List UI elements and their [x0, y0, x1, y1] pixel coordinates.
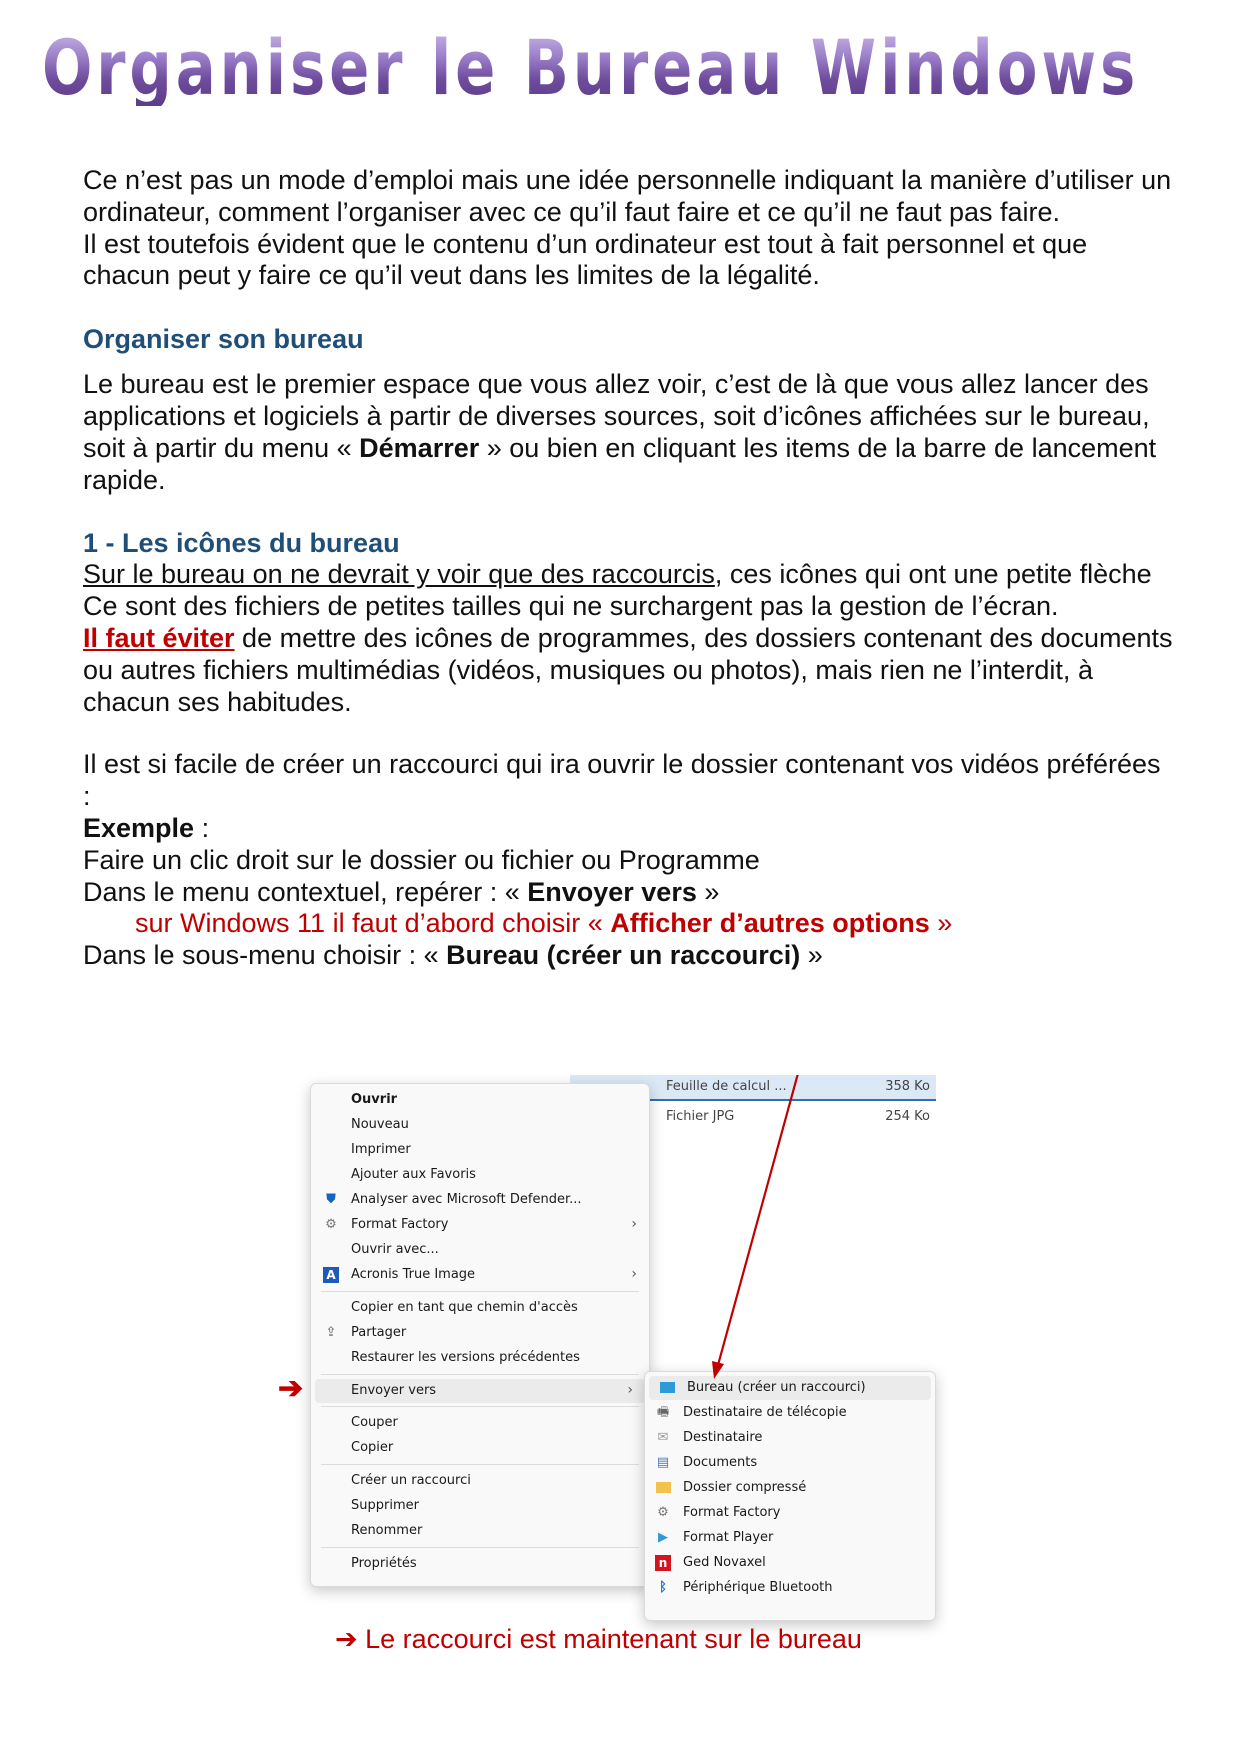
step-choose-desktop: [83, 940, 1173, 972]
document-icon: ▤: [656, 1455, 670, 1470]
menu-item-label: Créer un raccourci: [351, 1473, 471, 1488]
fax-icon: 🖷: [656, 1405, 670, 1420]
shortcut-rule: [83, 559, 1173, 591]
file-type: Fichier JPG: [666, 1109, 735, 1124]
share-icon: ⇪: [325, 1325, 337, 1340]
menu-item-label: Propriétés: [351, 1556, 417, 1571]
submenu-item-label: Destinataire: [683, 1430, 763, 1445]
menu-item-label: Imprimer: [351, 1142, 411, 1157]
context-menu-screenshot: [278, 1075, 940, 1620]
menu-item-label: Copier en tant que chemin d'accès: [351, 1300, 578, 1315]
small-files-note: Ce sont des fichiers de petites tailles qui ne surchargent pas la gestion de l’écran.: [83, 591, 1059, 622]
chevron-right-icon: ›: [631, 1266, 637, 1282]
submenu-item-label: Destinataire de télécopie: [683, 1405, 847, 1420]
file-size: 254 Ko: [885, 1109, 930, 1124]
step-choose-b: »: [800, 940, 823, 971]
submenu-item-label: Dossier compressé: [683, 1480, 807, 1495]
chevron-right-icon: ›: [627, 1382, 633, 1398]
envoyer-vers-label: Envoyer vers: [527, 876, 697, 907]
example-line: [83, 813, 1173, 845]
submenu-item-label: Documents: [683, 1455, 758, 1470]
section1-text-b: » ou bien en cliquant les items de la barre de lancement rapide.: [83, 432, 1157, 495]
menu-item-label: Acronis True Image: [351, 1267, 476, 1282]
step-send-to-b: »: [696, 876, 720, 907]
menu-item-label: Ouvrir avec...: [351, 1242, 439, 1257]
shortcut-rule-rest: , ces icônes qui ont une petite flèche: [714, 559, 1152, 590]
submenu-item-label: Format Factory: [683, 1505, 781, 1520]
menu-item-label: Analyser avec Microsoft Defender...: [351, 1192, 582, 1207]
caption-arrow-icon: ➔: [335, 1624, 358, 1654]
menu-item-label: Ajouter aux Favoris: [351, 1167, 476, 1182]
example-label: Exemple: [83, 812, 195, 843]
windows11-text-a: sur Windows 11 il faut d’abord choisir «: [135, 908, 611, 939]
annotation-arrow: [300, 1075, 940, 1620]
section-heading-organiser: Organiser son bureau: [83, 324, 364, 355]
windows11-note: [83, 908, 1173, 940]
player-icon: ▶: [658, 1530, 668, 1545]
example-colon: :: [194, 812, 210, 843]
shortcut-intro: Il est si facile de créer un raccourci qui ira ouvrir le dossier contenant vos vidéos préférées :: [83, 749, 1161, 812]
section-heading-icones: 1 - Les icônes du bureau: [83, 528, 400, 559]
caption: [335, 1623, 862, 1655]
caption-text: Le raccourci est maintenant sur le bureau: [357, 1624, 862, 1654]
menu-item-label: Restaurer les versions précédentes: [351, 1350, 580, 1365]
format-factory-icon: ⚙: [325, 1217, 337, 1232]
demarrer-label: Démarrer: [359, 432, 480, 463]
submenu-item-label: Format Player: [683, 1530, 774, 1545]
section1-paragraph: [83, 369, 1173, 496]
menu-item-label: Format Factory: [351, 1217, 449, 1232]
step-send-to-a: Dans le menu contextuel, repérer : «: [83, 876, 528, 907]
menu-item-label: Couper: [351, 1415, 398, 1430]
novaxel-icon: n: [655, 1555, 671, 1571]
warning-text: de mettre des icônes de programmes, des dossiers contenant des documents ou autres fichiers multimédias (vidéos, musiques ou photos), mais rien ne l’interdit, à chacun ses habitudes.: [83, 622, 1173, 717]
acronis-icon: A: [323, 1267, 339, 1283]
chevron-right-icon: ›: [631, 1216, 637, 1232]
pointer-arrow-icon: ➔: [278, 1372, 304, 1405]
menu-item-label: Partager: [351, 1325, 407, 1340]
step-right-click: Faire un clic droit sur le dossier ou fichier ou Programme: [83, 844, 760, 875]
menu-item-label: Ouvrir: [351, 1092, 398, 1107]
submenu-item-label: Ged Novaxel: [683, 1555, 766, 1570]
step-choose-a: Dans le sous-menu choisir : «: [83, 940, 447, 971]
warning-paragraph: [83, 623, 1173, 718]
step-send-to: [83, 877, 1173, 909]
bureau-shortcut-label: Bureau (créer un raccourci): [446, 940, 801, 971]
menu-item-label: Renommer: [351, 1523, 423, 1538]
file-type: Feuille de calcul ...: [666, 1079, 787, 1094]
intro-paragraph-2: Il est toutefois évident que le contenu d’un ordinateur est tout à fait personnel et que chacun peut y faire ce qu’il veut dans les limites de la légalité.: [83, 228, 1088, 291]
submenu-item-label: Périphérique Bluetooth: [683, 1580, 833, 1595]
annotation-arrow-head: [712, 1361, 724, 1379]
intro-paragraph-1: Ce n’est pas un mode d’emploi mais une idée personnelle indiquant la manière d’utiliser un ordinateur, comment l’organiser avec ce qu’il faut faire et ce qu’il ne faut pas faire.: [83, 165, 1172, 227]
menu-item-label: Copier: [351, 1440, 394, 1455]
more-options-label: Afficher d’autres options: [610, 908, 930, 939]
document-body: [83, 165, 1173, 972]
page-title: Organiser le Bureau Windows: [42, 23, 1140, 112]
warning-label: Il faut éviter: [83, 622, 235, 653]
shortcut-rule-underlined: Sur le bureau on ne devrait y voir que des raccourcis: [83, 559, 715, 590]
windows11-text-b: »: [929, 908, 953, 939]
bluetooth-icon: ᛒ: [659, 1580, 667, 1595]
format-factory-icon: ⚙: [657, 1505, 669, 1520]
annotation-arrow-line: [718, 1075, 808, 1365]
menu-item-label: Supprimer: [351, 1498, 419, 1513]
section1-text-a: Le bureau est le premier espace que vous allez voir, c’est de là que vous allez lancer des applications et logiciels à partir de diverses sources, soit d’icônes affichées sur le bureau, soit à partir du menu «: [83, 369, 1150, 463]
shield-icon: ⛊: [326, 1192, 336, 1207]
menu-item-label: Envoyer vers: [351, 1383, 437, 1398]
menu-item-label: Nouveau: [351, 1117, 409, 1132]
file-size: 358 Ko: [885, 1079, 930, 1094]
mail-icon: ✉: [657, 1430, 669, 1445]
submenu-item-label: Bureau (créer un raccourci): [687, 1380, 866, 1395]
